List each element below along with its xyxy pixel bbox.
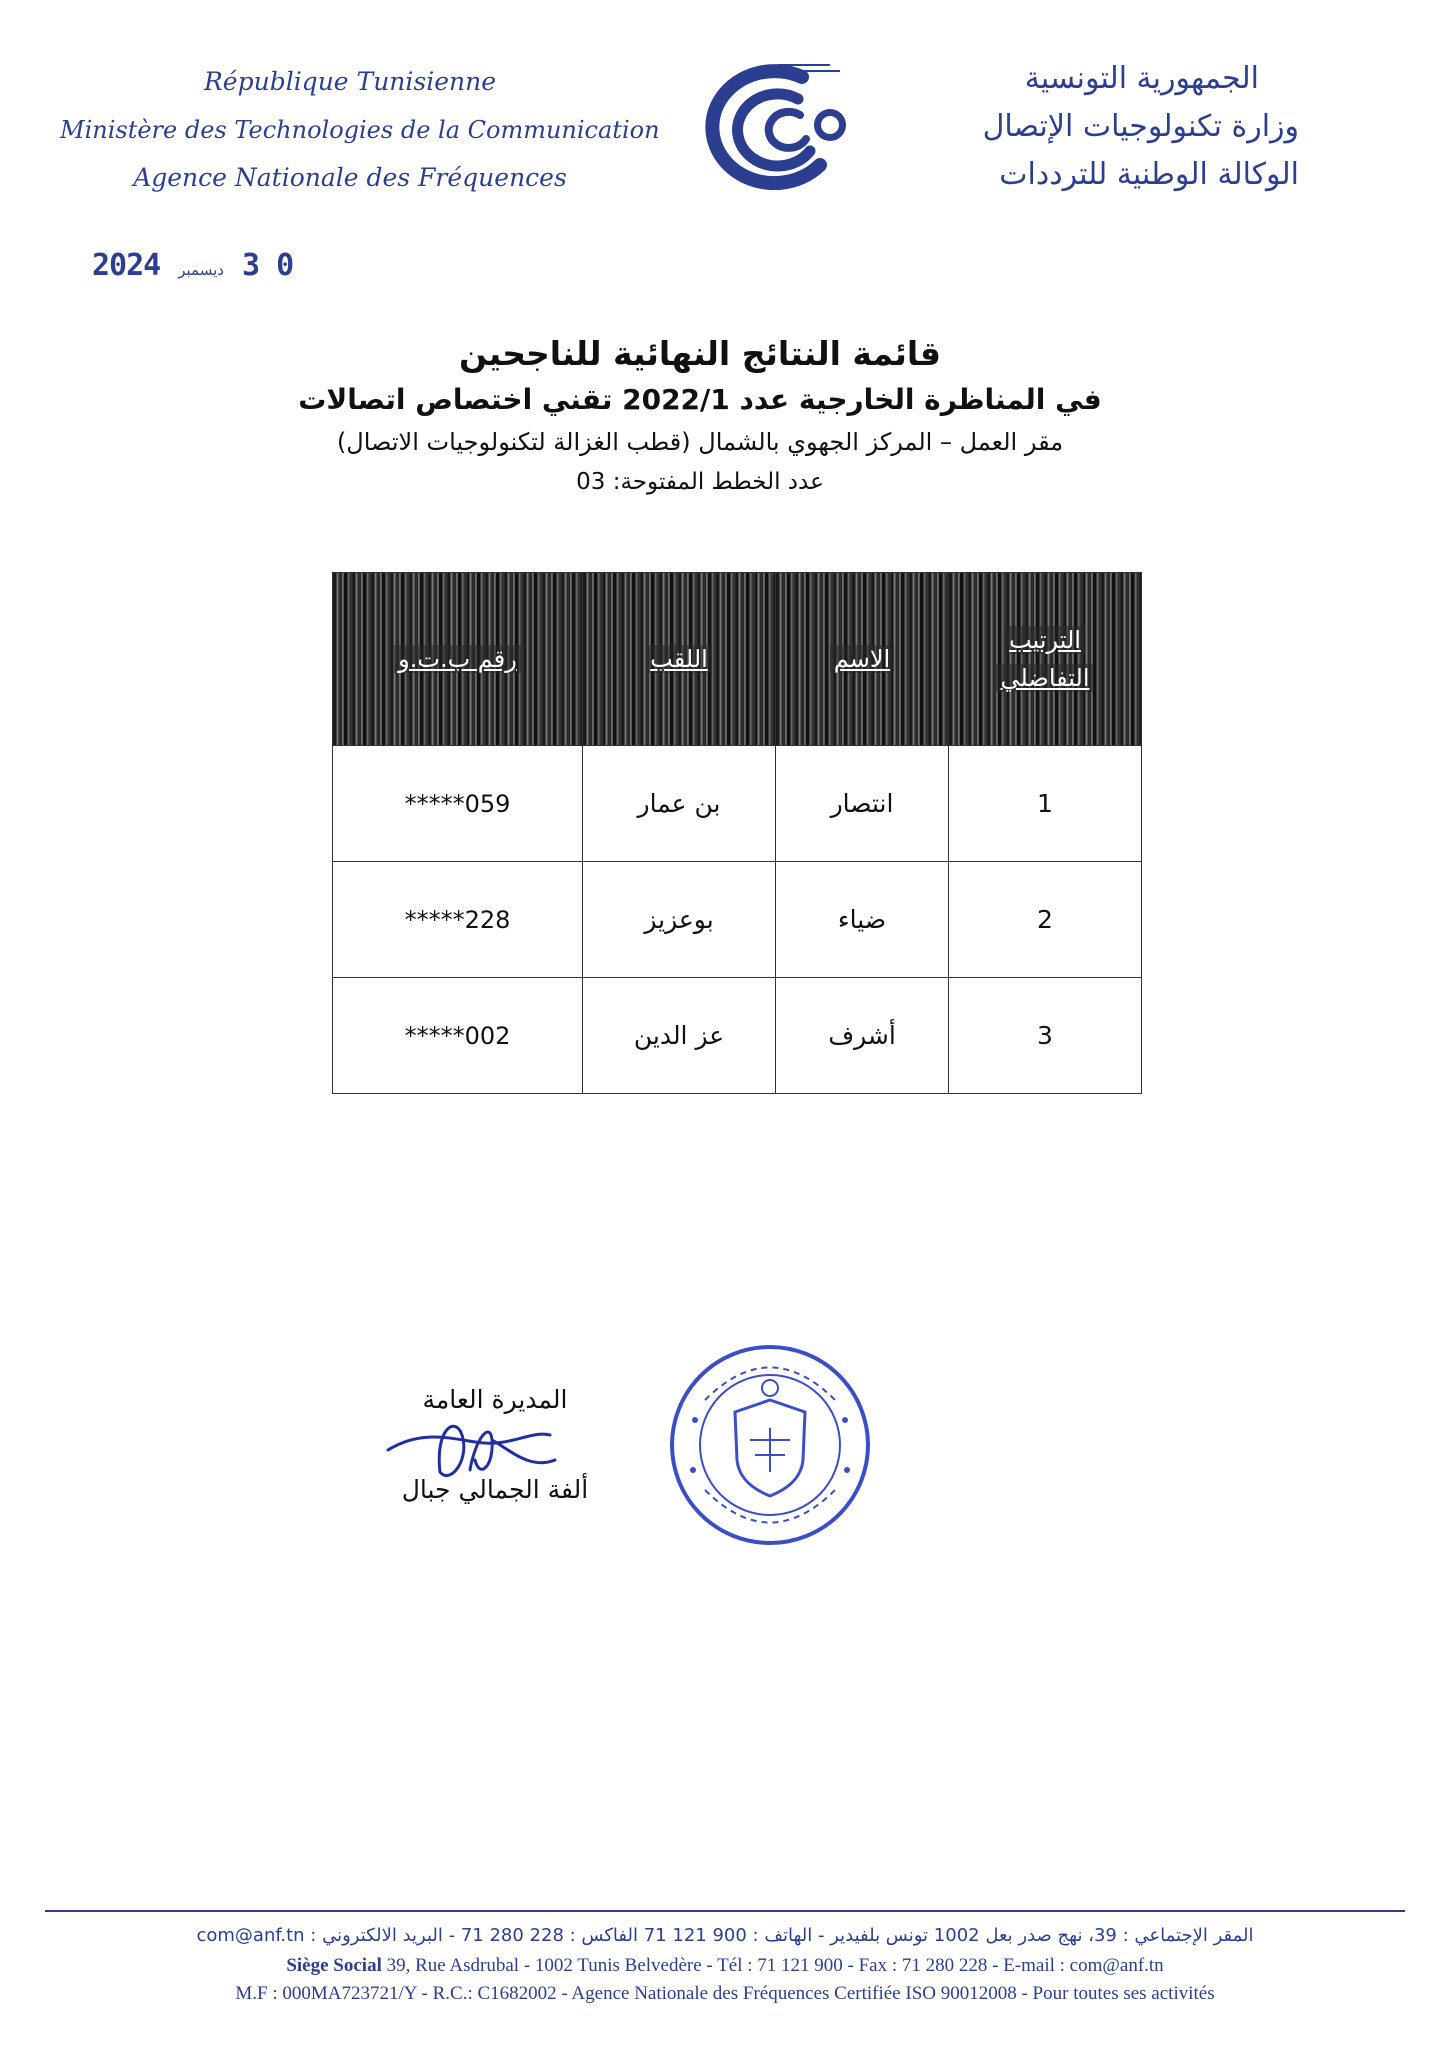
anf-logo-icon [680,55,870,190]
cell-last-name: بن عمار [583,746,776,862]
competition-title: في المناظرة الخارجية عدد 2022/1 تقني اختصاص اتصالات [298,383,1102,416]
cell-first-name: ضياء [776,862,949,978]
ar-agency: الوكالة الوطنية للترددات [999,157,1299,192]
cell-id-number: *****228 [333,862,583,978]
footer-arabic-address: المقر الإجتماعي : 39، نهج صدر بعل 1002 تونس بلفيدير - الهاتف : 900 121 71 الفاكس : 228 280 71 - البريد الالكتروني : com@anf.tn [196,1925,1254,1946]
french-letterhead [60,58,660,202]
signature-block [385,1380,605,1510]
date-month: ديسمبر [178,261,224,279]
fr-republic: République Tunisienne [203,67,497,96]
cell-first-name: انتصار [776,746,949,862]
cell-last-name: عز الدين [583,978,776,1094]
date-year: 2024 [92,248,161,283]
table-row [333,746,1142,862]
cell-id-number: *****002 [333,978,583,1094]
footer-legal-line: M.F : 000MA723721/Y - R.C.: C1682002 - Agence Nationale des Fréquences Certifiée ISO 90012008 - Pour toutes ses activités [235,1983,1215,2004]
footer-address-text: 39, Rue Asdrubal - 1002 Tunis Belvedère - Tél : 71 121 900 - Fax : 71 280 228 - E-mail : com@anf.tn [386,1955,1164,1976]
header-last-name: اللقب [583,573,776,746]
cell-id-number: *****059 [333,746,583,862]
table-row [333,862,1142,978]
handwritten-signature-icon [380,1390,580,1510]
cell-first-name: أشرف [776,978,949,1094]
cell-rank: 1 [949,746,1142,862]
ar-ministry: وزارة تكنولوجيات الإتصال [982,109,1299,144]
fr-agency: Agence Nationale des Fréquences [133,163,567,192]
results-table [332,572,1142,1094]
header-first-name: الاسم [776,573,949,746]
footer-divider [45,1910,1405,1912]
signatory-name: ألفة الجمالي جبال [401,1475,589,1504]
header-rank: الترتيب التفاضلي [949,573,1142,746]
cell-rank: 3 [949,978,1142,1094]
arabic-letterhead [969,55,1299,199]
ar-republic: الجمهورية التونسية [1024,61,1259,96]
table-header-row [333,573,1142,746]
table-row [333,978,1142,1094]
fr-ministry: Ministère des Technologies de la Communication [60,116,660,144]
footer [45,1920,1405,2008]
date-day: 3 0 [241,248,294,283]
official-seal-icon [665,1340,875,1550]
footer-french-address [45,1952,1405,1980]
cell-last-name: بوعزيز [583,862,776,978]
footer-siege-label: Siège Social [286,1955,382,1976]
workplace-line: مقر العمل – المركز الجهوي بالشمال (قطب الغزالة لتكنولوجيات الاتصال) [336,428,1064,456]
document-title: قائمة النتائج النهائية للناجحين [459,334,941,373]
date-stamp [92,248,293,283]
open-positions-line: عدد الخطط المفتوحة: 03 [576,469,824,495]
header-id-number: رقم ب.ت.و [333,573,583,746]
document-titles [250,330,1150,502]
signatory-role: المديرة العامة [422,1385,568,1414]
cell-rank: 2 [949,862,1142,978]
